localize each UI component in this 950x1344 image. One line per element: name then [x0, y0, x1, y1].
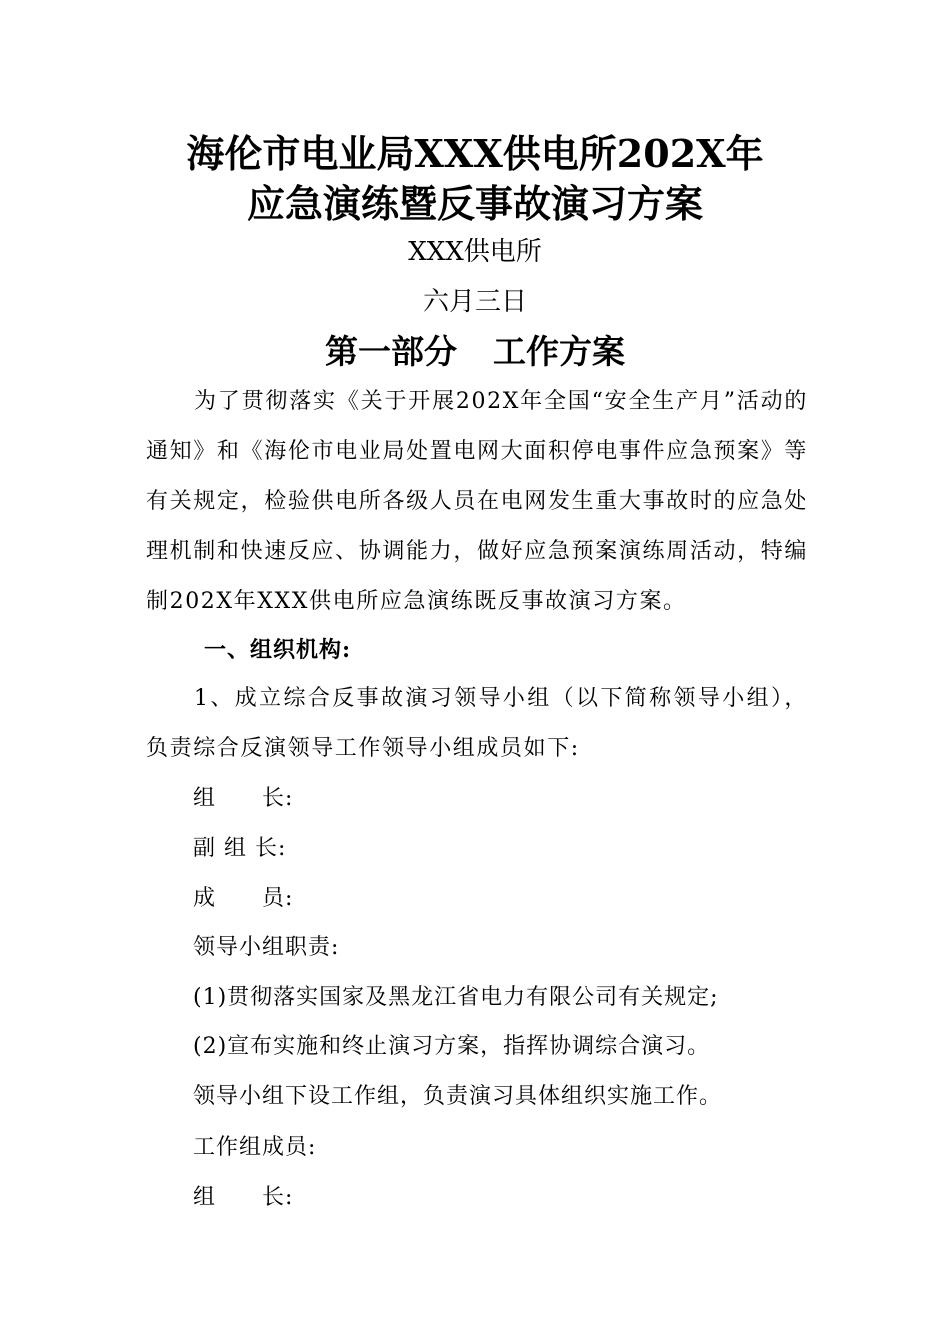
work-group-members-heading: 工作组成员: [193, 1135, 317, 1160]
section-title-part-1: 第一部分 [325, 332, 457, 371]
work-group-leader-label: 组 长: [193, 1185, 294, 1210]
section-title-part-2: 工作方案 [493, 332, 625, 371]
intro-paragraph: 为了贯彻落实《关于开展202X年全国“安全生产月”活动的通知》和《海伦市电业局处置电网大面积停电事件应急预案》等有关规定，检验供电所各级人员在电网发生重大事故时的应急处理机制和快速反应、协调能力，做好应急预案演练周活动，特编制202X年XXX供电所应急演练既反事故演习方案。 [146, 389, 808, 614]
document-title-line-2: 应急演练暨反事故演习方案 [246, 181, 703, 226]
deputy-leader-label: 副 组 长: [193, 836, 287, 861]
item-1-paragraph: 1、成立综合反事故演习领导小组（以下简称领导小组），负责综合反演领导工作领导小组成员如下: [146, 686, 808, 761]
duty-item-2: (2)宣布实施和终止演习方案，指挥协调综合演习。 [193, 1034, 711, 1059]
section-title [0, 330, 950, 374]
organization-name: XXX供电所 [408, 237, 542, 267]
work-group-note: 领导小组下设工作组，负责演习具体组织实施工作。 [193, 1084, 723, 1109]
document-date: 六月三日 [422, 287, 527, 317]
duty-item-1: (1)贯彻落实国家及黑龙江省电力有限公司有关规定; [193, 985, 719, 1010]
org-structure-heading: 一、组织机构: [204, 637, 352, 663]
member-label: 成 员: [193, 886, 294, 911]
document-title-line-1: 海伦市电业局XXX供电所202X年 [186, 131, 764, 176]
leader-group-duties-heading: 领导小组职责: [193, 935, 340, 960]
leader-label: 组 长: [193, 786, 294, 811]
